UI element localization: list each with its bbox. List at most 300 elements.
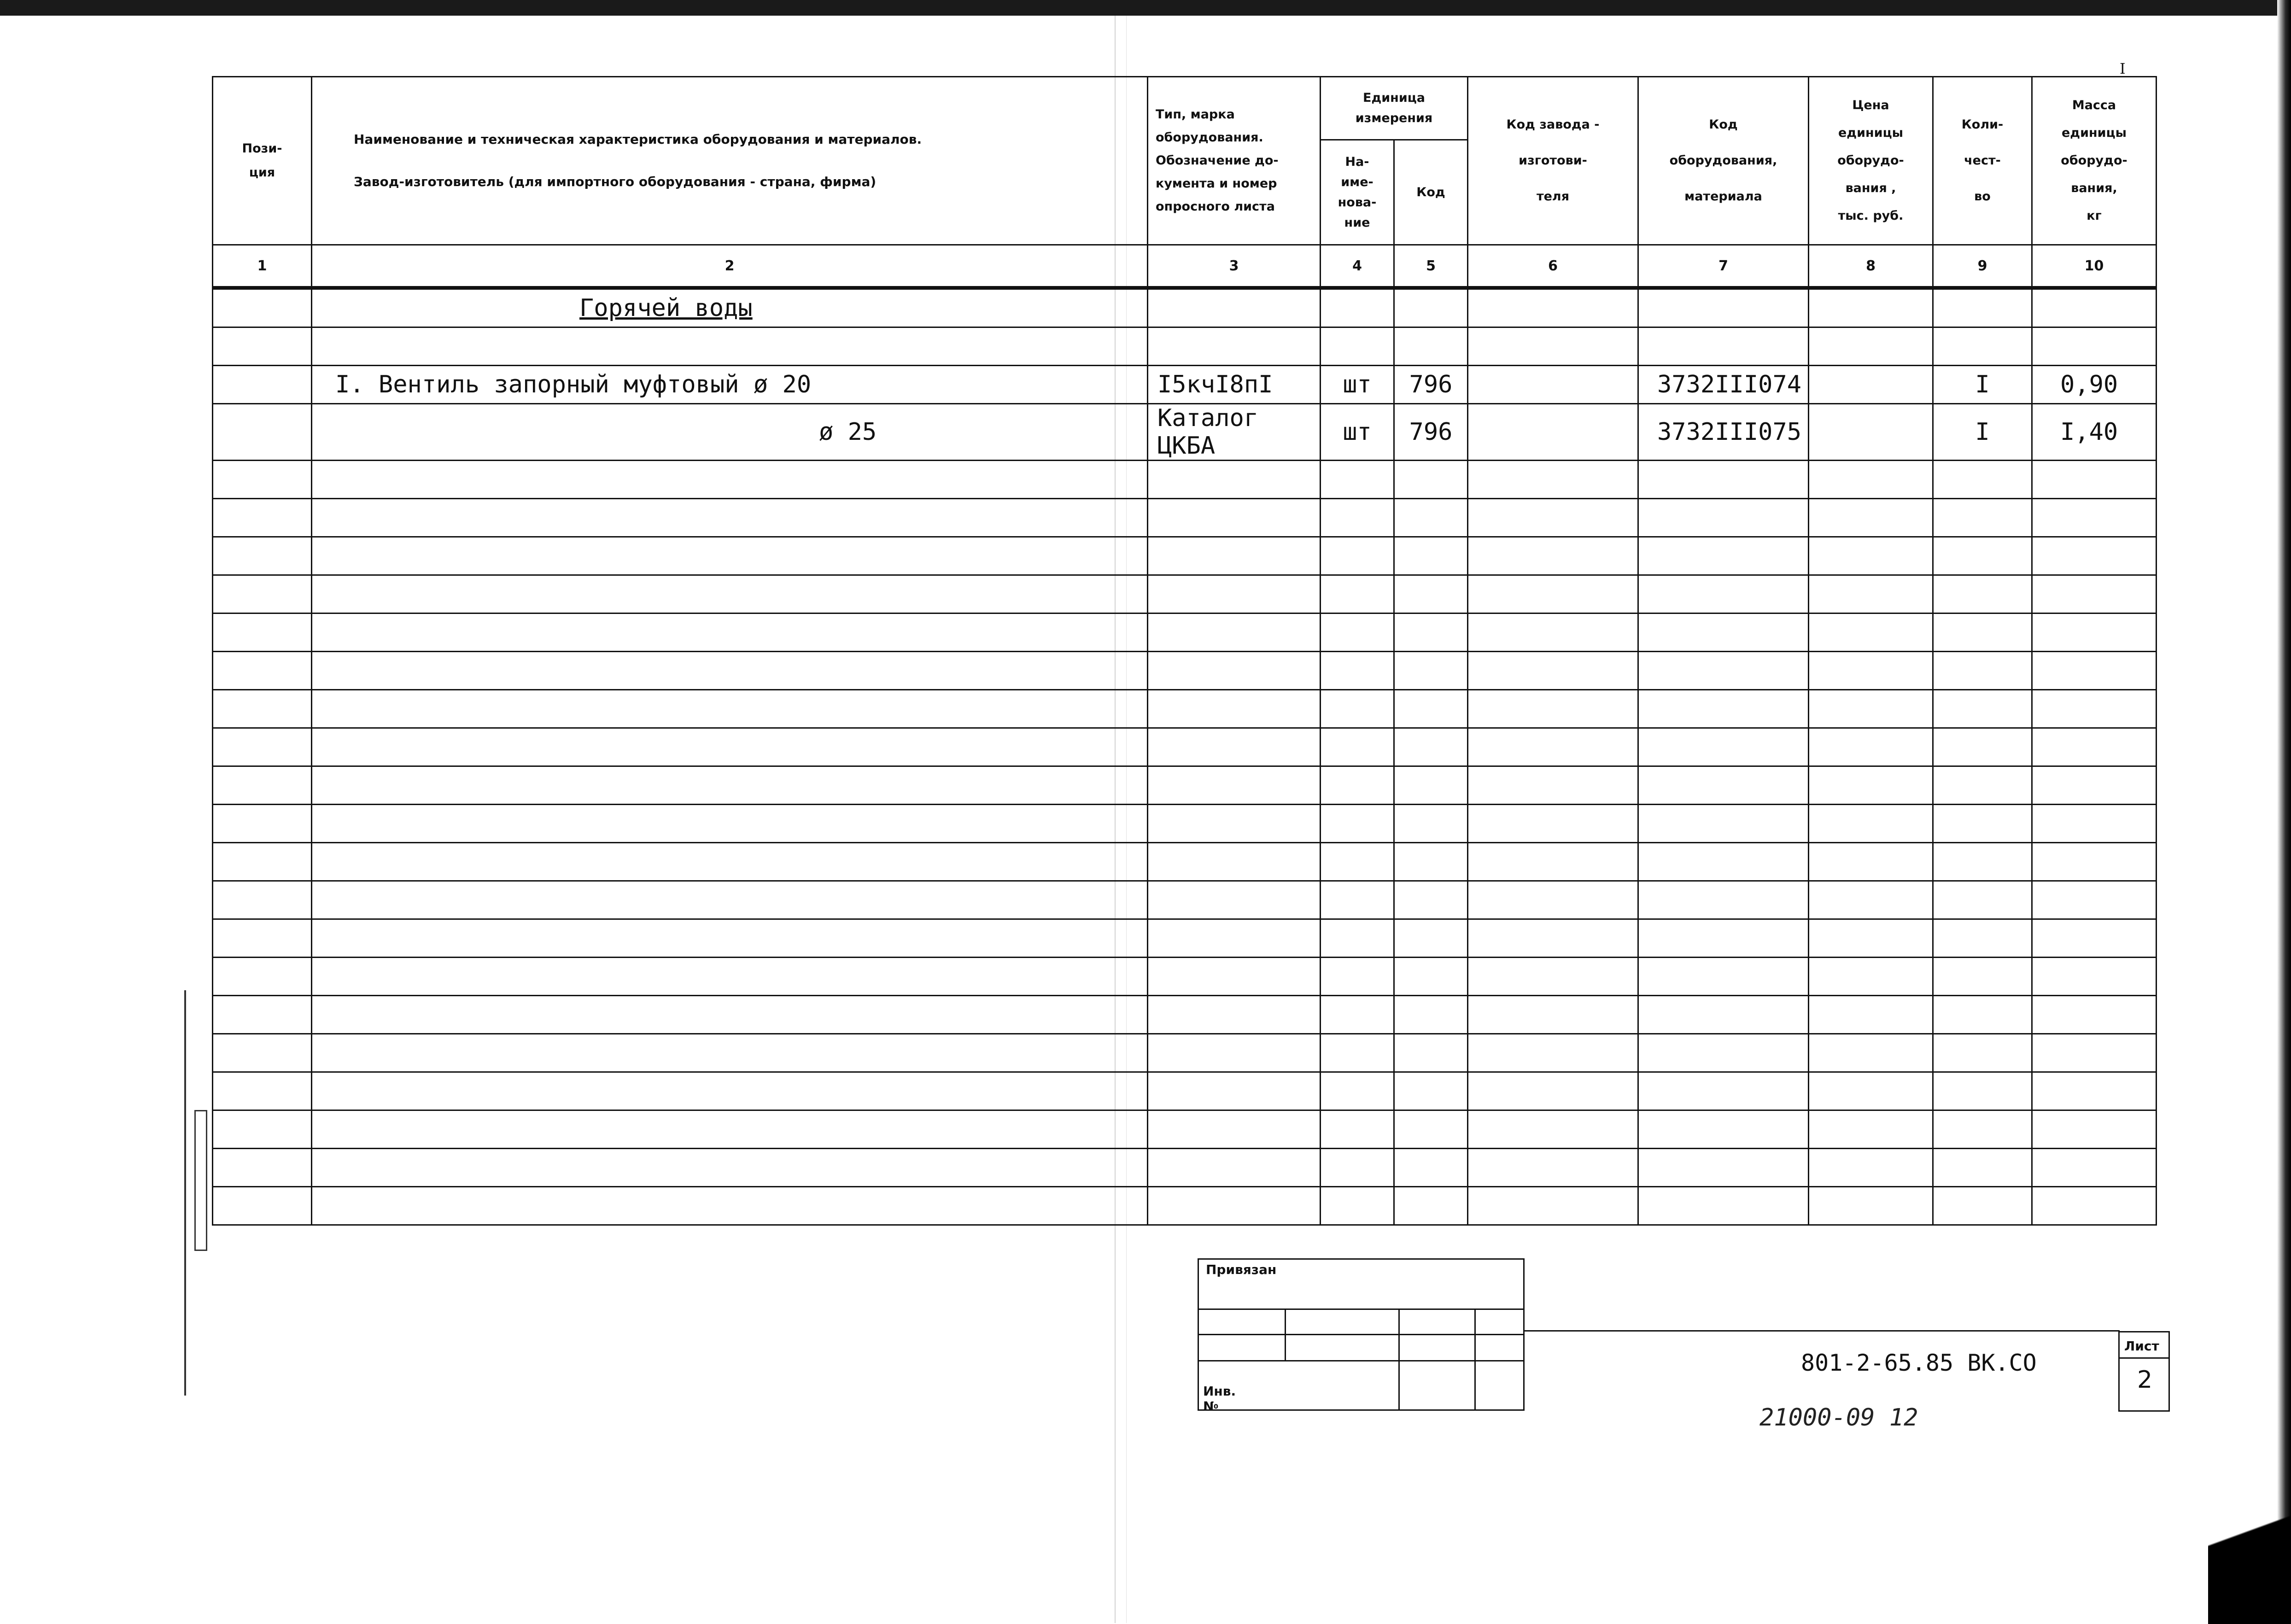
empty-cell — [2032, 652, 2157, 690]
empty-cell — [1638, 461, 1809, 499]
title-block-grid-cell — [1398, 1334, 1476, 1361]
empty-cell — [1468, 728, 1638, 766]
empty-cell — [1638, 958, 1809, 996]
empty-cell — [1321, 728, 1394, 766]
document-code: 801-2-65.85 ВК.СО — [1801, 1349, 2037, 1376]
cell-maker — [1468, 288, 1638, 327]
attached-label: Привязан — [1206, 1262, 1277, 1277]
empty-cell — [1148, 766, 1321, 805]
empty-cell — [312, 1149, 1148, 1187]
header-mass: Масса единицы оборудо- вания, кг — [2032, 77, 2157, 245]
cell-price — [1809, 327, 1933, 366]
empty-cell — [1933, 996, 2032, 1034]
col-number: 5 — [1394, 245, 1468, 288]
inv-no-label: Инв. № — [1203, 1384, 1236, 1414]
empty-cell — [1638, 1187, 1809, 1225]
cell-name: I. Вентиль запорный муфтовый ø 20 — [312, 366, 1148, 404]
cell-mass: 0,90 — [2032, 366, 2157, 404]
empty-cell — [1809, 461, 1933, 499]
empty-cell — [1394, 805, 1468, 843]
empty-cell — [1394, 652, 1468, 690]
empty-cell — [1809, 1110, 1933, 1149]
empty-cell — [213, 843, 312, 881]
empty-cell — [2032, 690, 2157, 728]
empty-cell — [1809, 728, 1933, 766]
empty-cell — [312, 1110, 1148, 1149]
empty-cell — [2032, 919, 2157, 958]
empty-cell — [1809, 843, 1933, 881]
empty-cell — [1148, 1187, 1321, 1225]
cell-maker — [1468, 327, 1638, 366]
title-block-grid-cell — [1398, 1309, 1476, 1335]
empty-cell — [1933, 461, 2032, 499]
empty-cell — [1809, 499, 1933, 537]
empty-cell — [1148, 1149, 1321, 1187]
empty-cell — [1809, 575, 1933, 613]
empty-cell — [1148, 575, 1321, 613]
col-number: 8 — [1809, 245, 1933, 288]
empty-cell — [1468, 1072, 1638, 1110]
cell-qty: I — [1933, 404, 2032, 461]
empty-cell — [213, 1149, 312, 1187]
empty-cell — [1321, 1034, 1394, 1072]
empty-cell — [1809, 1187, 1933, 1225]
empty-cell — [1809, 1072, 1933, 1110]
empty-cell — [213, 461, 312, 499]
empty-cell — [1321, 575, 1394, 613]
title-block-grid-cell — [1285, 1334, 1400, 1361]
empty-cell — [2032, 766, 2157, 805]
empty-cell — [1638, 499, 1809, 537]
title-block-grid-cell — [1474, 1334, 1525, 1361]
cell-type — [1148, 288, 1321, 327]
empty-cell — [312, 537, 1148, 575]
empty-cell — [312, 1072, 1148, 1110]
cell-unit-code: 796 — [1394, 366, 1468, 404]
empty-cell — [1321, 690, 1394, 728]
empty-cell — [213, 1110, 312, 1149]
empty-cell — [2032, 1034, 2157, 1072]
empty-cell — [1148, 499, 1321, 537]
empty-cell — [1809, 613, 1933, 652]
empty-cell — [1933, 919, 2032, 958]
empty-cell — [1468, 881, 1638, 919]
empty-cell — [1933, 766, 2032, 805]
empty-cell — [213, 881, 312, 919]
empty-cell — [1468, 919, 1638, 958]
empty-cell — [312, 690, 1148, 728]
empty-cell — [1394, 843, 1468, 881]
empty-cell — [213, 575, 312, 613]
empty-cell — [1148, 919, 1321, 958]
empty-cell — [213, 1187, 312, 1225]
empty-cell — [1638, 805, 1809, 843]
header-name — [312, 77, 1148, 245]
empty-cell — [1468, 996, 1638, 1034]
empty-cell — [1394, 1034, 1468, 1072]
cell-price — [1809, 404, 1933, 461]
empty-cell — [1809, 1034, 1933, 1072]
empty-cell — [1468, 805, 1638, 843]
empty-cell — [1638, 1034, 1809, 1072]
empty-cell — [1638, 843, 1809, 881]
cell-price — [1809, 366, 1933, 404]
empty-row — [213, 652, 2157, 690]
empty-cell — [2032, 461, 2157, 499]
empty-row — [213, 728, 2157, 766]
empty-cell — [2032, 843, 2157, 881]
empty-cell — [312, 461, 1148, 499]
empty-cell — [1148, 958, 1321, 996]
empty-cell — [1933, 1034, 2032, 1072]
cell-code — [1638, 288, 1809, 327]
cell-price — [1809, 288, 1933, 327]
cell-unit — [1321, 327, 1394, 366]
title-block-grid-cell — [1285, 1309, 1400, 1335]
header-qty: Коли- чест- во — [1933, 77, 2032, 245]
empty-cell — [1933, 1187, 2032, 1225]
empty-cell — [1148, 1034, 1321, 1072]
empty-cell — [1148, 690, 1321, 728]
col-number: 10 — [2032, 245, 2157, 288]
empty-row — [213, 805, 2157, 843]
empty-cell — [1638, 537, 1809, 575]
empty-cell — [1638, 613, 1809, 652]
empty-cell — [1148, 1072, 1321, 1110]
empty-cell — [1321, 613, 1394, 652]
cell-qty: I — [1933, 366, 2032, 404]
empty-row — [213, 958, 2157, 996]
cell-name: ø 25 — [312, 404, 1148, 461]
empty-cell — [1468, 766, 1638, 805]
empty-row — [213, 537, 2157, 575]
empty-cell — [1933, 1110, 2032, 1149]
empty-cell — [1321, 1110, 1394, 1149]
empty-cell — [1468, 461, 1638, 499]
empty-cell — [1933, 1072, 2032, 1110]
empty-cell — [1321, 499, 1394, 537]
empty-cell — [2032, 805, 2157, 843]
cell-mass — [2032, 327, 2157, 366]
empty-cell — [1468, 537, 1638, 575]
empty-cell — [2032, 881, 2157, 919]
empty-cell — [1321, 805, 1394, 843]
empty-cell — [312, 1034, 1148, 1072]
cell-position — [213, 404, 312, 461]
col-number: 6 — [1468, 245, 1638, 288]
empty-cell — [1638, 996, 1809, 1034]
col-number: 1 — [213, 245, 312, 288]
empty-cell — [1809, 1149, 1933, 1187]
empty-cell — [1321, 881, 1394, 919]
empty-cell — [213, 766, 312, 805]
table-row — [213, 366, 2157, 404]
empty-cell — [1394, 766, 1468, 805]
empty-cell — [1468, 690, 1638, 728]
empty-cell — [312, 805, 1148, 843]
empty-cell — [1468, 652, 1638, 690]
empty-cell — [1394, 1187, 1468, 1225]
empty-cell — [1148, 996, 1321, 1034]
title-block-grid-cell — [1474, 1360, 1525, 1411]
scan-edge-top — [0, 0, 2291, 16]
empty-cell — [2032, 958, 2157, 996]
empty-cell — [312, 652, 1148, 690]
title-block-grid-cell — [1198, 1309, 1286, 1335]
empty-cell — [213, 613, 312, 652]
empty-cell — [1638, 690, 1809, 728]
title-block-grid-cell — [1474, 1309, 1525, 1335]
header-name-line1: Наименование и техническая характеристика оборудования и материалов. — [354, 132, 922, 147]
empty-cell — [1321, 1187, 1394, 1225]
empty-cell — [1933, 690, 2032, 728]
cell-mass — [2032, 288, 2157, 327]
cell-code: 3732III074 — [1638, 366, 1809, 404]
empty-cell — [1468, 575, 1638, 613]
scan-corner-shadow — [2208, 1472, 2291, 1624]
empty-cell — [213, 652, 312, 690]
empty-cell — [1638, 728, 1809, 766]
empty-cell — [213, 1034, 312, 1072]
cell-position — [213, 327, 312, 366]
cell-position — [213, 366, 312, 404]
cell-type — [1148, 327, 1321, 366]
empty-cell — [1148, 728, 1321, 766]
empty-row — [213, 881, 2157, 919]
empty-cell — [1321, 919, 1394, 958]
empty-row — [213, 1149, 2157, 1187]
empty-row — [213, 843, 2157, 881]
empty-cell — [1468, 1034, 1638, 1072]
empty-cell — [1321, 1072, 1394, 1110]
cell-unit-code — [1394, 288, 1468, 327]
binding-strip — [184, 990, 214, 1396]
empty-cell — [312, 575, 1148, 613]
col-number: 7 — [1638, 245, 1809, 288]
empty-cell — [1638, 1110, 1809, 1149]
column-numbers-row — [213, 245, 2157, 288]
empty-cell — [1148, 613, 1321, 652]
header-name-line2: Завод-изготовитель (для импортного оборудования - страна, фирма) — [354, 174, 877, 189]
scan-edge-right — [2277, 0, 2291, 1624]
empty-cell — [312, 766, 1148, 805]
title-block-grid-cell — [1198, 1334, 1286, 1361]
cell-position — [213, 288, 312, 327]
empty-cell — [1933, 652, 2032, 690]
cell-maker — [1468, 366, 1638, 404]
empty-cell — [1148, 1110, 1321, 1149]
empty-cell — [213, 805, 312, 843]
empty-row — [213, 690, 2157, 728]
empty-row — [213, 499, 2157, 537]
empty-cell — [2032, 613, 2157, 652]
empty-cell — [2032, 1110, 2157, 1149]
sheet-number: 2 — [2137, 1366, 2153, 1394]
empty-row — [213, 996, 2157, 1034]
empty-cell — [1394, 1110, 1468, 1149]
empty-cell — [2032, 1187, 2157, 1225]
empty-cell — [1809, 537, 1933, 575]
cell-type: Каталог ЦКБА — [1148, 404, 1321, 461]
cell-unit-code — [1394, 327, 1468, 366]
empty-cell — [1148, 652, 1321, 690]
empty-cell — [312, 996, 1148, 1034]
empty-cell — [2032, 499, 2157, 537]
empty-cell — [213, 996, 312, 1034]
empty-cell — [1933, 843, 2032, 881]
empty-cell — [1468, 613, 1638, 652]
section-title: Горячей воды — [312, 288, 1148, 327]
empty-cell — [1394, 690, 1468, 728]
empty-cell — [1933, 805, 2032, 843]
empty-cell — [1933, 958, 2032, 996]
empty-cell — [1809, 690, 1933, 728]
empty-cell — [1148, 461, 1321, 499]
empty-cell — [1148, 537, 1321, 575]
empty-cell — [1933, 881, 2032, 919]
empty-cell — [1148, 843, 1321, 881]
empty-row — [213, 613, 2157, 652]
cell-unit: шт — [1321, 404, 1394, 461]
empty-cell — [1321, 537, 1394, 575]
empty-cell — [1638, 1072, 1809, 1110]
empty-cell — [1394, 575, 1468, 613]
sheet-label: Лист — [2124, 1338, 2159, 1354]
empty-cell — [213, 728, 312, 766]
empty-cell — [1321, 843, 1394, 881]
empty-cell — [1809, 652, 1933, 690]
empty-cell — [1321, 652, 1394, 690]
empty-cell — [312, 881, 1148, 919]
cell-type: I5кчI8пI — [1148, 366, 1321, 404]
header-position: Пози- ция — [213, 77, 312, 245]
empty-cell — [213, 919, 312, 958]
table-row — [213, 327, 2157, 366]
col-number: 3 — [1148, 245, 1321, 288]
col-number: 4 — [1321, 245, 1394, 288]
empty-cell — [2032, 728, 2157, 766]
cell-code — [1638, 327, 1809, 366]
empty-cell — [1933, 728, 2032, 766]
empty-cell — [1394, 919, 1468, 958]
empty-cell — [1394, 728, 1468, 766]
cell-unit: шт — [1321, 366, 1394, 404]
cell-qty — [1933, 327, 2032, 366]
empty-cell — [1809, 766, 1933, 805]
cell-unit-code: 796 — [1394, 404, 1468, 461]
empty-cell — [1468, 843, 1638, 881]
empty-cell — [213, 499, 312, 537]
col-number: 9 — [1933, 245, 2032, 288]
empty-cell — [1809, 805, 1933, 843]
empty-cell — [1321, 461, 1394, 499]
empty-cell — [312, 919, 1148, 958]
table-row — [213, 288, 2157, 327]
empty-cell — [1468, 958, 1638, 996]
cell-mass: I,40 — [2032, 404, 2157, 461]
empty-cell — [2032, 996, 2157, 1034]
empty-cell — [1638, 1149, 1809, 1187]
empty-cell — [1468, 1149, 1638, 1187]
empty-cell — [1148, 881, 1321, 919]
empty-cell — [1809, 881, 1933, 919]
empty-cell — [312, 728, 1148, 766]
empty-cell — [312, 613, 1148, 652]
title-block-grid-cell — [1398, 1360, 1476, 1411]
empty-cell — [1394, 996, 1468, 1034]
header-maker-code: Код завода - изготови- теля — [1468, 77, 1638, 245]
empty-row — [213, 1072, 2157, 1110]
empty-row — [213, 919, 2157, 958]
empty-row — [213, 1110, 2157, 1149]
empty-cell — [1468, 499, 1638, 537]
empty-cell — [2032, 575, 2157, 613]
empty-cell — [1394, 499, 1468, 537]
empty-cell — [1468, 1110, 1638, 1149]
empty-row — [213, 766, 2157, 805]
empty-cell — [1321, 766, 1394, 805]
empty-cell — [1933, 537, 2032, 575]
empty-cell — [1809, 958, 1933, 996]
empty-cell — [1933, 499, 2032, 537]
empty-cell — [1933, 575, 2032, 613]
empty-cell — [2032, 1072, 2157, 1110]
specification-table — [212, 76, 2157, 1226]
header-unit-code: Код — [1394, 140, 1468, 245]
cell-code: 3732III075 — [1638, 404, 1809, 461]
empty-cell — [1638, 919, 1809, 958]
empty-cell — [213, 958, 312, 996]
empty-cell — [1638, 766, 1809, 805]
empty-row — [213, 461, 2157, 499]
empty-cell — [1321, 996, 1394, 1034]
empty-cell — [1809, 919, 1933, 958]
empty-cell — [1638, 575, 1809, 613]
empty-cell — [1933, 1149, 2032, 1187]
empty-cell — [312, 1187, 1148, 1225]
cell-unit — [1321, 288, 1394, 327]
col-number: 2 — [312, 245, 1148, 288]
empty-cell — [213, 690, 312, 728]
empty-cell — [1468, 1187, 1638, 1225]
cell-maker — [1468, 404, 1638, 461]
empty-cell — [1394, 881, 1468, 919]
header-unit-name: На- име- нова- ние — [1321, 140, 1394, 245]
header-unit-group: Единица измерения — [1321, 77, 1468, 140]
empty-row — [213, 1187, 2157, 1225]
table-row — [213, 404, 2157, 461]
empty-cell — [1809, 996, 1933, 1034]
empty-cell — [1933, 613, 2032, 652]
empty-cell — [1394, 958, 1468, 996]
empty-cell — [1394, 1072, 1468, 1110]
cell-qty — [1933, 288, 2032, 327]
empty-row — [213, 1034, 2157, 1072]
archive-stamp-code: 21000-09 12 — [1759, 1404, 1918, 1431]
empty-cell — [1638, 881, 1809, 919]
empty-cell — [2032, 1149, 2157, 1187]
empty-cell — [1394, 461, 1468, 499]
empty-cell — [1148, 805, 1321, 843]
empty-cell — [1321, 958, 1394, 996]
empty-cell — [2032, 537, 2157, 575]
header-price: Цена единицы оборудо- вания , тыс. руб. — [1809, 77, 1933, 245]
empty-cell — [1394, 613, 1468, 652]
cell-name — [312, 327, 1148, 366]
empty-cell — [1638, 652, 1809, 690]
empty-cell — [213, 537, 312, 575]
empty-cell — [1394, 537, 1468, 575]
